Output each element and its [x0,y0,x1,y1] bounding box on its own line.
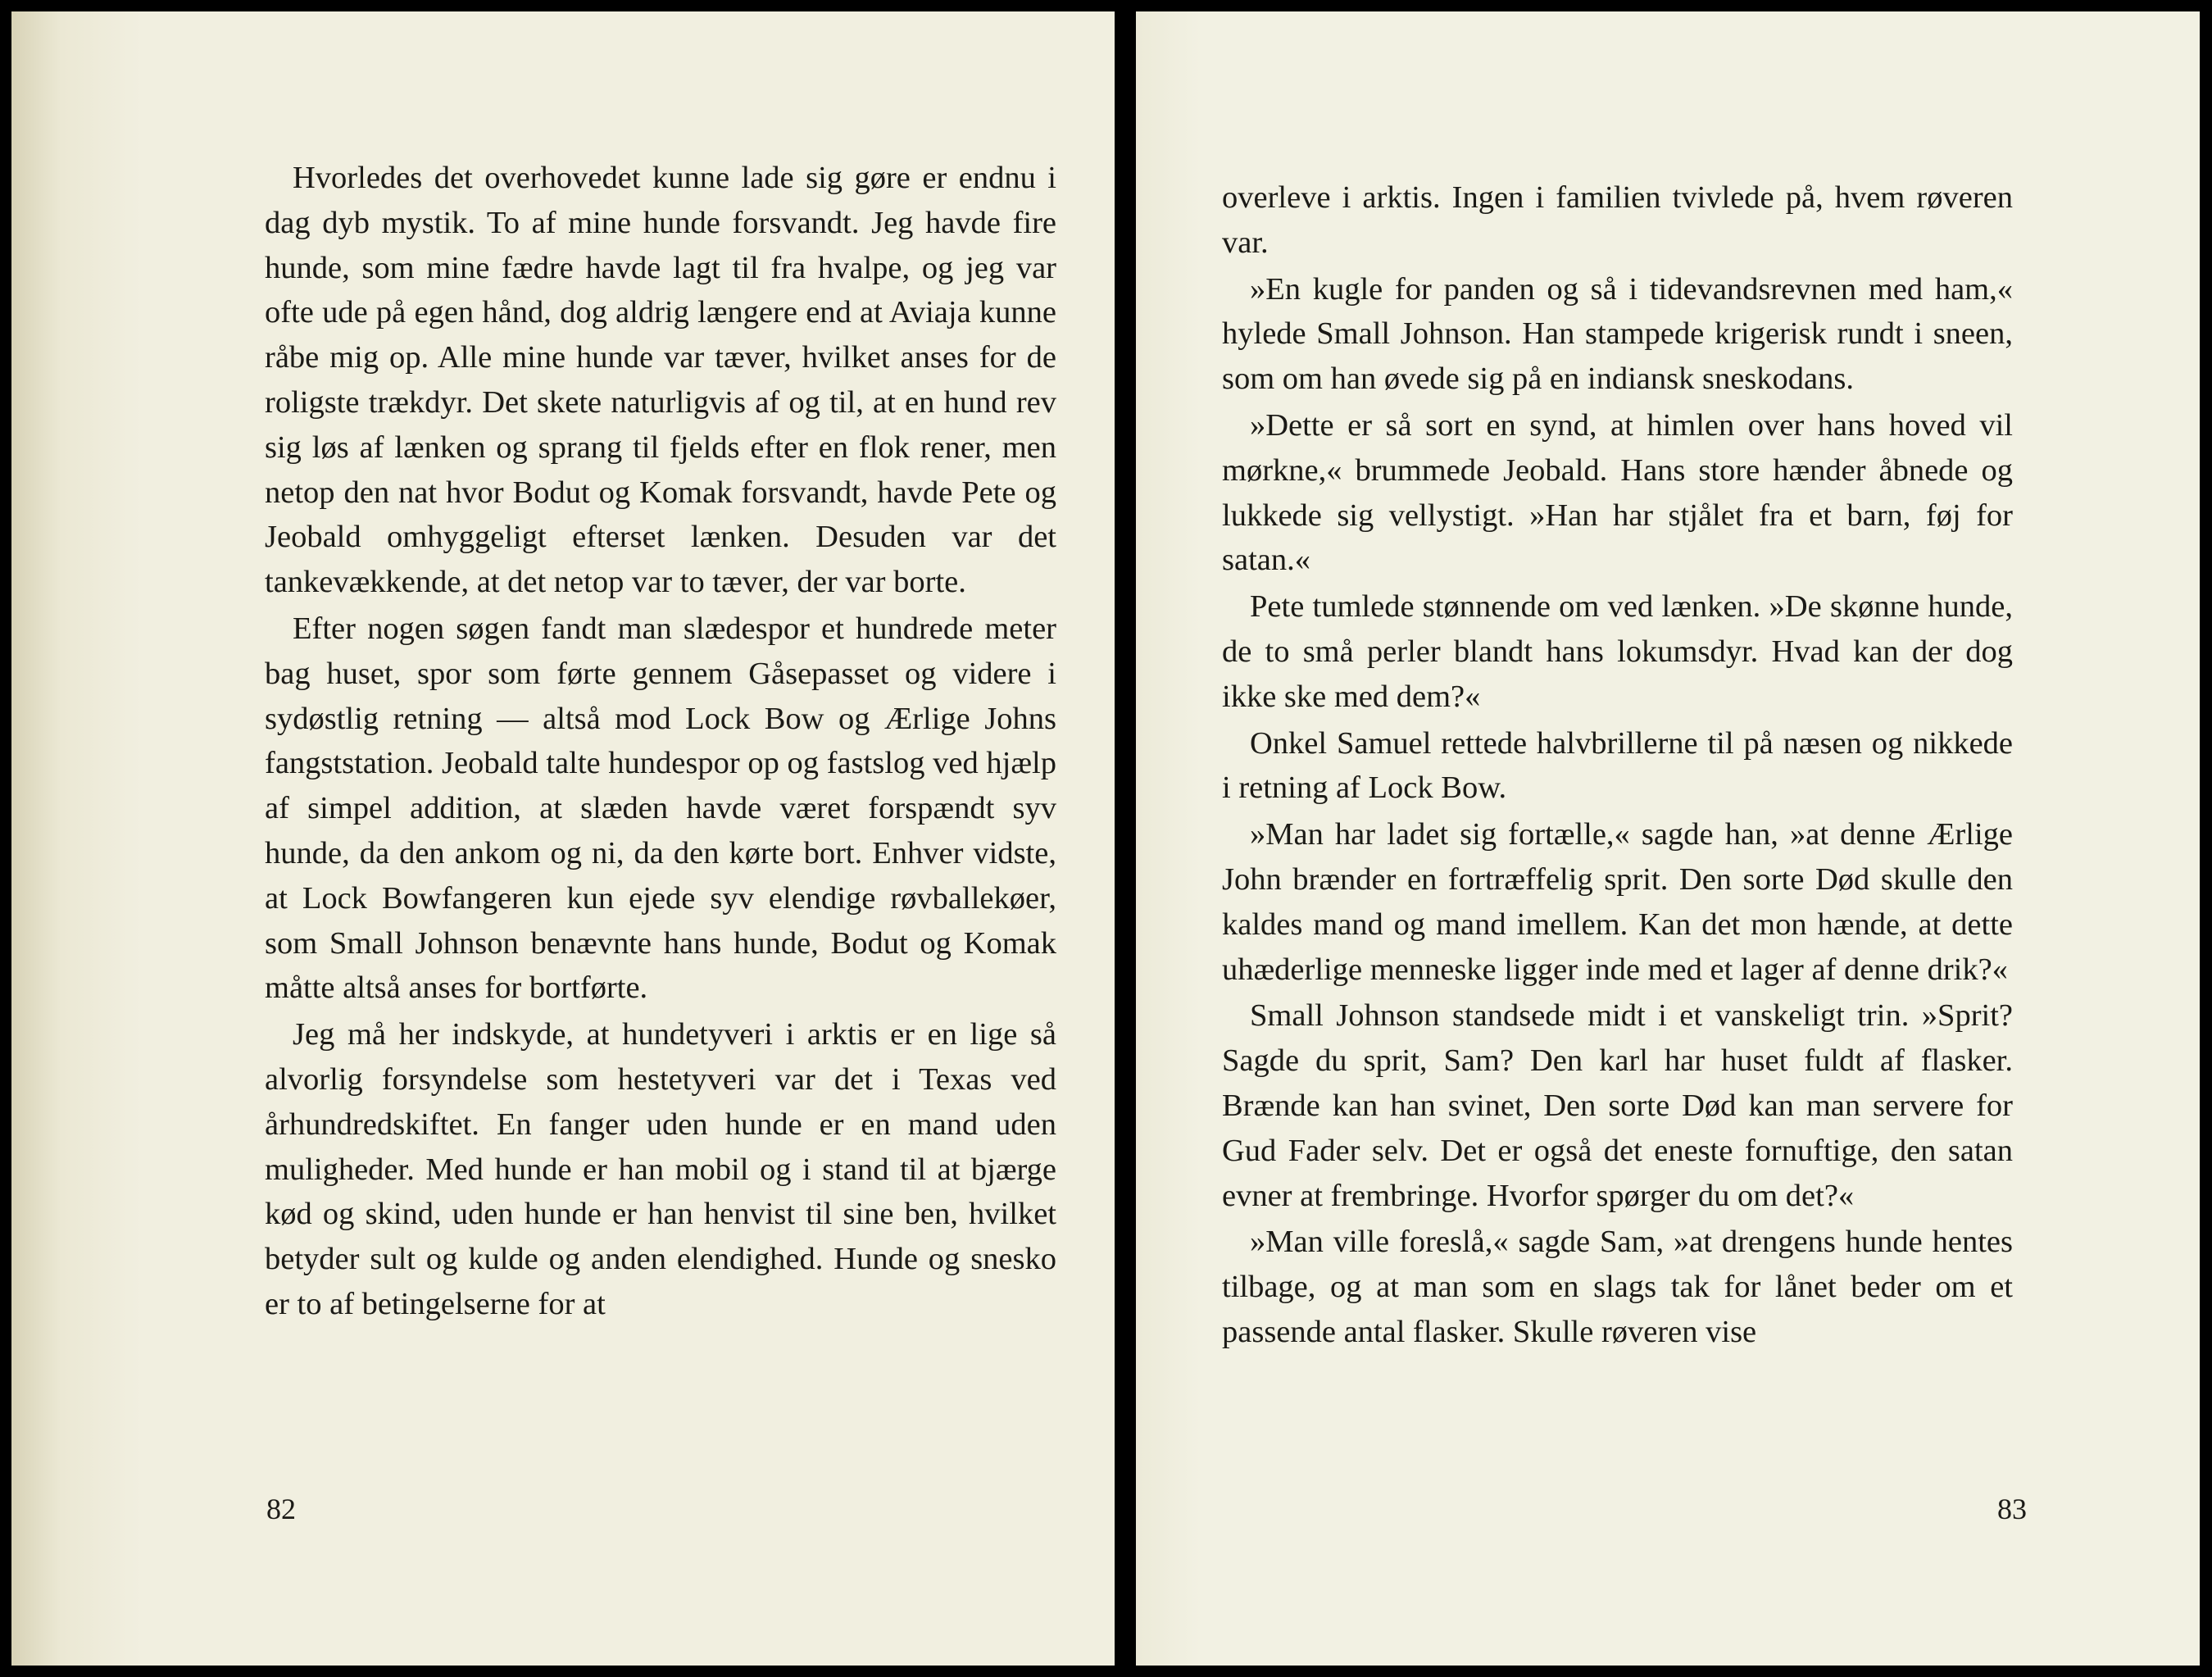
left-page [11,11,1115,1666]
left-page-text [265,156,1056,1327]
page-number: 82 [266,1493,296,1525]
paragraph: Small Johnson standsede midt i et vanskeligt trin. »Sprit? Sagde du sprit, Sam? Den karl har huset fuldt af flasker. Brænde kan han svinet, Den sorte Død kan man servere for Gud Fader selv. Det er også det eneste fornuftige, den satan evner at frembringe. Hvorfor spørger du om det?« [1222,998,2013,1213]
paragraph: Efter nogen søgen fandt man slædespor et hundrede meter bag huset, spor som førte gennem Gåsepasset og videre i sydøstlig retning — altså mod Lock Bow og Ærlige Johns fangststation. Jeobald talte hundespor op og fastslog ved hjælp af simpel addition, at slæden havde været forspændt syv hunde, da den ankom og ni, da den kørte bort. Enhver vidste, at Lock Bowfangeren kun ejede syv elendige røvballekøer, som Small Johnson benævnte hans hunde, Bodut og Komak måtte altså anses for bortførte. [265,611,1056,1006]
paragraph: Jeg må her indskyde, at hundetyveri i arktis er en lige så alvorlig forsyndelse som hestetyveri var det i Texas ved århundredskiftet. En fanger uden hunde er en mand uden muligheder. Med hunde er han mobil og i stand til at bjærge kød og skind, uden hunde er han henvist til sine ben, hvilket betyder sult og kulde og anden elendighed. Hunde og snesko er to af betingelserne for at [265,1017,1056,1321]
paragraph: »Man har ladet sig fortælle,« sagde han, »at denne Ærlige John brænder en fortræffelig sprit. Den sorte Død skulle den kaldes mand og mand imellem. Kan det mon hænde, at dette uhæderlige menneske ligger inde med et lager af denne drik?« [1222,817,2013,987]
page-number: 83 [1997,1493,2027,1525]
right-page-text [1222,175,2013,1355]
paragraph: Hvorledes det overhovedet kunne lade sig gøre er endnu i dag dyb mystik. To af mine hunde forsvandt. Jeg havde fire hunde, som mine fædre havde lagt til fra hvalpe, og jeg var ofte ude på egen hånd, dog aldrig længere end at Aviaja kunne råbe mig op. Alle mine hunde var tæver, hvilket anses for de roligste trækdyr. Det skete naturligvis af og til, at en hund rev sig løs af lænken og sprang til fjelds efter en flok rener, men netop den nat hvor Bodut og Komak forsvandt, havde Pete og Jeobald omhyggeligt efterset lænken. Desuden var det tankevækkende, at det netop var to tæver, der var borte. [265,161,1056,600]
paragraph: overleve i arktis. Ingen i familien tvivlede på, hvem røveren var. [1222,180,2013,260]
paragraph: »Dette er så sort en synd, at himlen over hans hoved vil mørkne,« brummede Jeobald. Hans store hænder åbnede og lukkede sig vellystigt. »Han har stjålet fra et barn, føj for satan.« [1222,407,2013,578]
paragraph: »Man ville foreslå,« sagde Sam, »at drengens hunde hentes tilbage, og at man som en slags tak for lånet beder om et passende antal flasker. Skulle røveren vise [1222,1225,2013,1349]
paragraph: Pete tumlede stønnende om ved lænken. »De skønne hunde, de to små perler blandt hans lokumsdyr. Hvad kan der dog ikke ske med dem?« [1222,589,2013,714]
right-page [1136,11,2200,1666]
paragraph: »En kugle for panden og så i tidevandsrevnen med ham,« hylede Small Johnson. Han stampede krigerisk rundt i sneen, som om han øvede sig på en indiansk sneskodans. [1222,271,2013,397]
paragraph: Onkel Samuel rettede halvbrillerne til på næsen og nikkede i retning af Lock Bow. [1222,725,2013,806]
